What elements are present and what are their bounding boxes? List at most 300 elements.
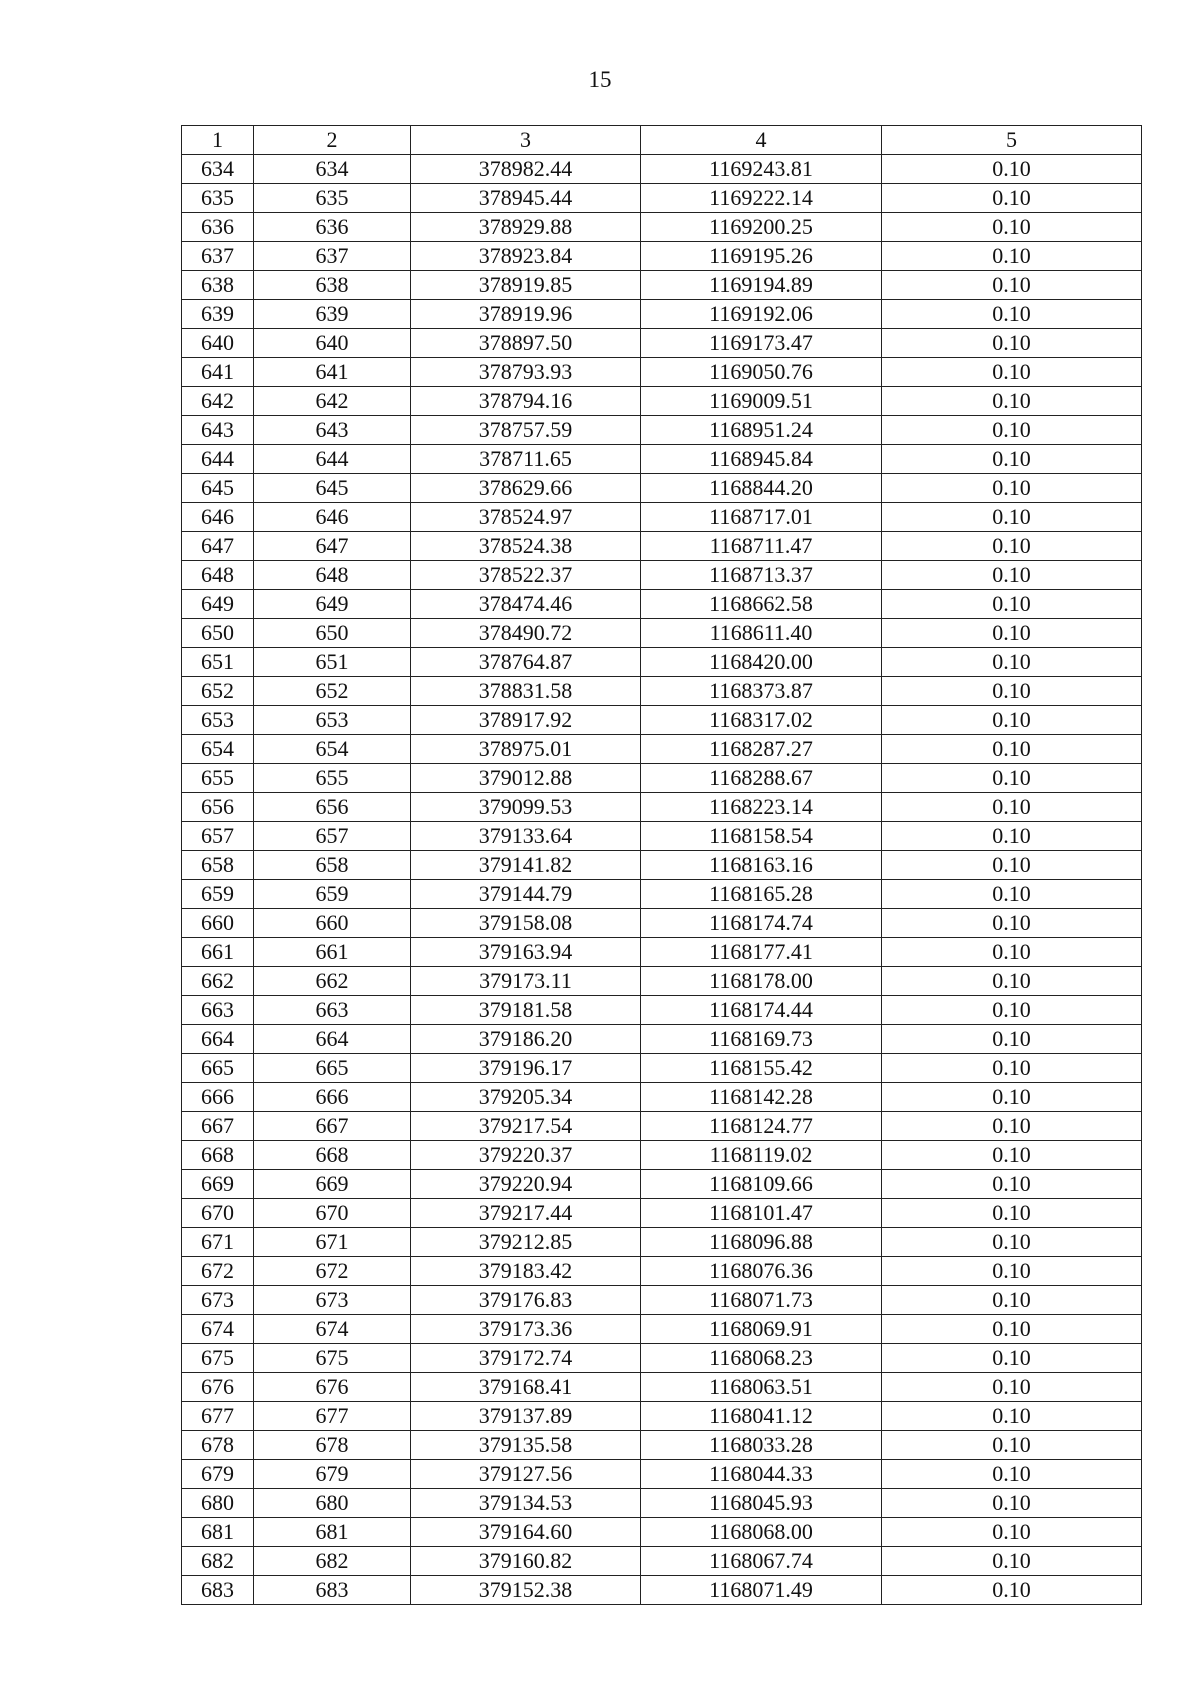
page-number: 15 bbox=[588, 67, 612, 92]
table-cell: 1168169.73 bbox=[641, 1025, 882, 1054]
table-cell: 674 bbox=[182, 1315, 254, 1344]
table-cell: 0.10 bbox=[882, 648, 1142, 677]
table-row bbox=[182, 909, 1142, 938]
table-row bbox=[182, 764, 1142, 793]
table-cell: 0.10 bbox=[882, 1344, 1142, 1373]
table-cell: 668 bbox=[254, 1141, 411, 1170]
table-cell: 1168068.23 bbox=[641, 1344, 882, 1373]
table-cell: 1168045.93 bbox=[641, 1489, 882, 1518]
table-cell: 652 bbox=[182, 677, 254, 706]
table-cell: 0.10 bbox=[882, 561, 1142, 590]
table-cell: 650 bbox=[182, 619, 254, 648]
table-cell: 668 bbox=[182, 1141, 254, 1170]
table-cell: 1168165.28 bbox=[641, 880, 882, 909]
table-cell: 0.10 bbox=[882, 764, 1142, 793]
table-cell: 0.10 bbox=[882, 387, 1142, 416]
table-cell: 378919.96 bbox=[411, 300, 641, 329]
table-cell: 635 bbox=[182, 184, 254, 213]
table-row bbox=[182, 445, 1142, 474]
table-cell: 675 bbox=[254, 1344, 411, 1373]
table-cell: 638 bbox=[254, 271, 411, 300]
table-cell: 1168711.47 bbox=[641, 532, 882, 561]
table-cell: 379168.41 bbox=[411, 1373, 641, 1402]
table-cell: 0.10 bbox=[882, 822, 1142, 851]
header-row bbox=[182, 126, 1142, 155]
table-cell: 636 bbox=[254, 213, 411, 242]
table-cell: 1168178.00 bbox=[641, 967, 882, 996]
table-row bbox=[182, 996, 1142, 1025]
table-cell: 0.10 bbox=[882, 1431, 1142, 1460]
table-cell: 379163.94 bbox=[411, 938, 641, 967]
table-cell: 660 bbox=[254, 909, 411, 938]
table-cell: 642 bbox=[182, 387, 254, 416]
table-row bbox=[182, 1547, 1142, 1576]
table-cell: 1168068.00 bbox=[641, 1518, 882, 1547]
table-cell: 379160.82 bbox=[411, 1547, 641, 1576]
table-cell: 1169050.76 bbox=[641, 358, 882, 387]
table-cell: 643 bbox=[182, 416, 254, 445]
table-cell: 0.10 bbox=[882, 271, 1142, 300]
table-cell: 634 bbox=[254, 155, 411, 184]
table-cell: 1168951.24 bbox=[641, 416, 882, 445]
table-cell: 667 bbox=[182, 1112, 254, 1141]
table-row bbox=[182, 1228, 1142, 1257]
table-row bbox=[182, 677, 1142, 706]
table-row bbox=[182, 184, 1142, 213]
table-cell: 1168096.88 bbox=[641, 1228, 882, 1257]
table-row bbox=[182, 1344, 1142, 1373]
table-cell: 1168071.49 bbox=[641, 1576, 882, 1605]
table-cell: 683 bbox=[254, 1576, 411, 1605]
table-cell: 662 bbox=[254, 967, 411, 996]
table-cell: 379181.58 bbox=[411, 996, 641, 1025]
table-cell: 0.10 bbox=[882, 851, 1142, 880]
table-cell: 0.10 bbox=[882, 1170, 1142, 1199]
table-cell: 379134.53 bbox=[411, 1489, 641, 1518]
table-cell: 378831.58 bbox=[411, 677, 641, 706]
table-cell: 656 bbox=[182, 793, 254, 822]
table-cell: 0.10 bbox=[882, 1547, 1142, 1576]
table-cell: 1168063.51 bbox=[641, 1373, 882, 1402]
table-cell: 379141.82 bbox=[411, 851, 641, 880]
table-row bbox=[182, 532, 1142, 561]
table-cell: 1168373.87 bbox=[641, 677, 882, 706]
table-cell: 659 bbox=[254, 880, 411, 909]
table-cell: 1168223.14 bbox=[641, 793, 882, 822]
table-row bbox=[182, 474, 1142, 503]
table-cell: 652 bbox=[254, 677, 411, 706]
table-cell: 379137.89 bbox=[411, 1402, 641, 1431]
table-cell: 672 bbox=[182, 1257, 254, 1286]
table-cell: 634 bbox=[182, 155, 254, 184]
table-row bbox=[182, 213, 1142, 242]
table-cell: 667 bbox=[254, 1112, 411, 1141]
table-row bbox=[182, 300, 1142, 329]
table-cell: 0.10 bbox=[882, 358, 1142, 387]
table-cell: 379099.53 bbox=[411, 793, 641, 822]
table-row bbox=[182, 1199, 1142, 1228]
table-cell: 680 bbox=[182, 1489, 254, 1518]
table-cell: 379217.54 bbox=[411, 1112, 641, 1141]
table-row bbox=[182, 1054, 1142, 1083]
table-cell: 0.10 bbox=[882, 1199, 1142, 1228]
table-cell: 1168163.16 bbox=[641, 851, 882, 880]
table-cell: 0.10 bbox=[882, 445, 1142, 474]
table-cell: 661 bbox=[254, 938, 411, 967]
table-cell: 645 bbox=[254, 474, 411, 503]
table-body bbox=[182, 126, 1142, 1605]
table-cell: 0.10 bbox=[882, 1373, 1142, 1402]
table-cell: 378757.59 bbox=[411, 416, 641, 445]
table-row bbox=[182, 561, 1142, 590]
header-cell: 3 bbox=[411, 126, 641, 155]
table-cell: 379144.79 bbox=[411, 880, 641, 909]
table-row bbox=[182, 822, 1142, 851]
table-cell: 655 bbox=[254, 764, 411, 793]
table-row bbox=[182, 590, 1142, 619]
table-row bbox=[182, 880, 1142, 909]
table-cell: 669 bbox=[182, 1170, 254, 1199]
table-cell: 649 bbox=[254, 590, 411, 619]
table-cell: 1168067.74 bbox=[641, 1547, 882, 1576]
table-cell: 658 bbox=[182, 851, 254, 880]
table-cell: 654 bbox=[254, 735, 411, 764]
table-cell: 1169194.89 bbox=[641, 271, 882, 300]
table-cell: 676 bbox=[182, 1373, 254, 1402]
coordinates-table bbox=[181, 125, 1142, 1605]
table-cell: 0.10 bbox=[882, 1083, 1142, 1112]
table-row bbox=[182, 735, 1142, 764]
table-cell: 643 bbox=[254, 416, 411, 445]
table-cell: 379176.83 bbox=[411, 1286, 641, 1315]
table-row bbox=[182, 1170, 1142, 1199]
table-cell: 672 bbox=[254, 1257, 411, 1286]
table-cell: 679 bbox=[182, 1460, 254, 1489]
table-cell: 637 bbox=[182, 242, 254, 271]
table-cell: 1168076.36 bbox=[641, 1257, 882, 1286]
table-cell: 675 bbox=[182, 1344, 254, 1373]
table-cell: 1168717.01 bbox=[641, 503, 882, 532]
table-cell: 0.10 bbox=[882, 1518, 1142, 1547]
table-cell: 1168713.37 bbox=[641, 561, 882, 590]
table-cell: 639 bbox=[182, 300, 254, 329]
table-cell: 661 bbox=[182, 938, 254, 967]
table-cell: 378794.16 bbox=[411, 387, 641, 416]
table-cell: 1168611.40 bbox=[641, 619, 882, 648]
table-cell: 378975.01 bbox=[411, 735, 641, 764]
table-cell: 641 bbox=[254, 358, 411, 387]
table-cell: 657 bbox=[254, 822, 411, 851]
table-cell: 0.10 bbox=[882, 329, 1142, 358]
table-cell: 378490.72 bbox=[411, 619, 641, 648]
table-cell: 636 bbox=[182, 213, 254, 242]
table-cell: 653 bbox=[254, 706, 411, 735]
table-cell: 0.10 bbox=[882, 1315, 1142, 1344]
table-cell: 663 bbox=[182, 996, 254, 1025]
header-cell: 5 bbox=[882, 126, 1142, 155]
table-cell: 0.10 bbox=[882, 1257, 1142, 1286]
table-cell: 379220.37 bbox=[411, 1141, 641, 1170]
table-cell: 379212.85 bbox=[411, 1228, 641, 1257]
table-row bbox=[182, 1489, 1142, 1518]
table-row bbox=[182, 793, 1142, 822]
table-cell: 678 bbox=[182, 1431, 254, 1460]
table-cell: 378919.85 bbox=[411, 271, 641, 300]
table-cell: 1169243.81 bbox=[641, 155, 882, 184]
table-cell: 1168174.44 bbox=[641, 996, 882, 1025]
table-row bbox=[182, 416, 1142, 445]
table-cell: 378524.97 bbox=[411, 503, 641, 532]
table-row bbox=[182, 1518, 1142, 1547]
table-cell: 1169222.14 bbox=[641, 184, 882, 213]
table-cell: 1168119.02 bbox=[641, 1141, 882, 1170]
table-cell: 0.10 bbox=[882, 793, 1142, 822]
table-cell: 379183.42 bbox=[411, 1257, 641, 1286]
table-cell: 379220.94 bbox=[411, 1170, 641, 1199]
table-cell: 1169195.26 bbox=[641, 242, 882, 271]
table-cell: 1169200.25 bbox=[641, 213, 882, 242]
table-cell: 640 bbox=[254, 329, 411, 358]
table-row bbox=[182, 1025, 1142, 1054]
table-cell: 657 bbox=[182, 822, 254, 851]
table-cell: 379217.44 bbox=[411, 1199, 641, 1228]
table-cell: 378917.92 bbox=[411, 706, 641, 735]
table-cell: 1168033.28 bbox=[641, 1431, 882, 1460]
table-row bbox=[182, 1257, 1142, 1286]
table-cell: 379127.56 bbox=[411, 1460, 641, 1489]
table-cell: 378945.44 bbox=[411, 184, 641, 213]
table-cell: 1168101.47 bbox=[641, 1199, 882, 1228]
table-cell: 659 bbox=[182, 880, 254, 909]
table-row bbox=[182, 706, 1142, 735]
table-cell: 0.10 bbox=[882, 1025, 1142, 1054]
table-cell: 379173.36 bbox=[411, 1315, 641, 1344]
table-cell: 673 bbox=[254, 1286, 411, 1315]
table-cell: 682 bbox=[182, 1547, 254, 1576]
table-cell: 0.10 bbox=[882, 938, 1142, 967]
table-row bbox=[182, 1576, 1142, 1605]
table-cell: 1168155.42 bbox=[641, 1054, 882, 1083]
table-cell: 644 bbox=[182, 445, 254, 474]
table-cell: 378793.93 bbox=[411, 358, 641, 387]
table-cell: 0.10 bbox=[882, 1141, 1142, 1170]
table-row bbox=[182, 648, 1142, 677]
table-cell: 641 bbox=[182, 358, 254, 387]
table-cell: 1168109.66 bbox=[641, 1170, 882, 1199]
table-row bbox=[182, 619, 1142, 648]
table-cell: 647 bbox=[182, 532, 254, 561]
table-cell: 1168069.91 bbox=[641, 1315, 882, 1344]
table-row bbox=[182, 1141, 1142, 1170]
table-cell: 379135.58 bbox=[411, 1431, 641, 1460]
table-cell: 635 bbox=[254, 184, 411, 213]
table-cell: 1168420.00 bbox=[641, 648, 882, 677]
table-cell: 1168124.77 bbox=[641, 1112, 882, 1141]
table-cell: 378923.84 bbox=[411, 242, 641, 271]
table-row bbox=[182, 1112, 1142, 1141]
table-row bbox=[182, 1402, 1142, 1431]
table-cell: 378764.87 bbox=[411, 648, 641, 677]
table-cell: 658 bbox=[254, 851, 411, 880]
table-cell: 677 bbox=[182, 1402, 254, 1431]
table-cell: 666 bbox=[254, 1083, 411, 1112]
header-cell: 4 bbox=[641, 126, 882, 155]
table-cell: 0.10 bbox=[882, 1576, 1142, 1605]
table-cell: 639 bbox=[254, 300, 411, 329]
table-cell: 0.10 bbox=[882, 1286, 1142, 1315]
table-row bbox=[182, 1460, 1142, 1489]
table-cell: 1168288.67 bbox=[641, 764, 882, 793]
table-row bbox=[182, 1431, 1142, 1460]
table-cell: 379164.60 bbox=[411, 1518, 641, 1547]
table-cell: 378929.88 bbox=[411, 213, 641, 242]
table-cell: 649 bbox=[182, 590, 254, 619]
table-row bbox=[182, 358, 1142, 387]
table-row bbox=[182, 967, 1142, 996]
table-cell: 0.10 bbox=[882, 416, 1142, 445]
table-cell: 1168662.58 bbox=[641, 590, 882, 619]
table-cell: 650 bbox=[254, 619, 411, 648]
table-cell: 645 bbox=[182, 474, 254, 503]
table-row bbox=[182, 1315, 1142, 1344]
table-cell: 676 bbox=[254, 1373, 411, 1402]
table-cell: 1168158.54 bbox=[641, 822, 882, 851]
table-cell: 378474.46 bbox=[411, 590, 641, 619]
table-cell: 665 bbox=[182, 1054, 254, 1083]
table-cell: 1168044.33 bbox=[641, 1460, 882, 1489]
table-cell: 665 bbox=[254, 1054, 411, 1083]
table-cell: 1168142.28 bbox=[641, 1083, 882, 1112]
table-cell: 379152.38 bbox=[411, 1576, 641, 1605]
table-cell: 0.10 bbox=[882, 300, 1142, 329]
table-cell: 663 bbox=[254, 996, 411, 1025]
table-cell: 379173.11 bbox=[411, 967, 641, 996]
table-cell: 679 bbox=[254, 1460, 411, 1489]
table-cell: 1168041.12 bbox=[641, 1402, 882, 1431]
table-cell: 0.10 bbox=[882, 619, 1142, 648]
table-cell: 674 bbox=[254, 1315, 411, 1344]
table-cell: 0.10 bbox=[882, 1460, 1142, 1489]
table-cell: 1168177.41 bbox=[641, 938, 882, 967]
table-cell: 678 bbox=[254, 1431, 411, 1460]
table-cell: 1169173.47 bbox=[641, 329, 882, 358]
table-cell: 664 bbox=[254, 1025, 411, 1054]
table-cell: 653 bbox=[182, 706, 254, 735]
table-cell: 0.10 bbox=[882, 1402, 1142, 1431]
table-cell: 0.10 bbox=[882, 213, 1142, 242]
table-cell: 0.10 bbox=[882, 909, 1142, 938]
table-cell: 660 bbox=[182, 909, 254, 938]
table-cell: 1169192.06 bbox=[641, 300, 882, 329]
table-cell: 0.10 bbox=[882, 532, 1142, 561]
table-cell: 0.10 bbox=[882, 677, 1142, 706]
table-cell: 378711.65 bbox=[411, 445, 641, 474]
table-cell: 637 bbox=[254, 242, 411, 271]
table-cell: 0.10 bbox=[882, 967, 1142, 996]
table-row bbox=[182, 242, 1142, 271]
table-cell: 646 bbox=[254, 503, 411, 532]
table-cell: 0.10 bbox=[882, 474, 1142, 503]
table-cell: 0.10 bbox=[882, 590, 1142, 619]
table-cell: 0.10 bbox=[882, 735, 1142, 764]
table-cell: 1168174.74 bbox=[641, 909, 882, 938]
table-cell: 681 bbox=[182, 1518, 254, 1547]
table-cell: 0.10 bbox=[882, 184, 1142, 213]
table-cell: 0.10 bbox=[882, 1112, 1142, 1141]
table-cell: 664 bbox=[182, 1025, 254, 1054]
table-cell: 642 bbox=[254, 387, 411, 416]
table-cell: 670 bbox=[254, 1199, 411, 1228]
table-cell: 682 bbox=[254, 1547, 411, 1576]
table-cell: 669 bbox=[254, 1170, 411, 1199]
table-cell: 670 bbox=[182, 1199, 254, 1228]
table-cell: 0.10 bbox=[882, 1228, 1142, 1257]
table-cell: 379133.64 bbox=[411, 822, 641, 851]
table-cell: 379196.17 bbox=[411, 1054, 641, 1083]
table-cell: 1169009.51 bbox=[641, 387, 882, 416]
table-cell: 644 bbox=[254, 445, 411, 474]
table-cell: 656 bbox=[254, 793, 411, 822]
table-cell: 662 bbox=[182, 967, 254, 996]
table-cell: 378524.38 bbox=[411, 532, 641, 561]
table-cell: 1168287.27 bbox=[641, 735, 882, 764]
table-cell: 0.10 bbox=[882, 1054, 1142, 1083]
table-row bbox=[182, 1083, 1142, 1112]
table-cell: 378897.50 bbox=[411, 329, 641, 358]
table-cell: 671 bbox=[254, 1228, 411, 1257]
table-row bbox=[182, 938, 1142, 967]
table-cell: 651 bbox=[182, 648, 254, 677]
table-cell: 0.10 bbox=[882, 706, 1142, 735]
table-cell: 379186.20 bbox=[411, 1025, 641, 1054]
header-cell: 1 bbox=[182, 126, 254, 155]
table-cell: 1168844.20 bbox=[641, 474, 882, 503]
table-cell: 681 bbox=[254, 1518, 411, 1547]
table-cell: 378629.66 bbox=[411, 474, 641, 503]
header-cell: 2 bbox=[254, 126, 411, 155]
table-row bbox=[182, 329, 1142, 358]
table-cell: 648 bbox=[182, 561, 254, 590]
table-cell: 651 bbox=[254, 648, 411, 677]
table-cell: 673 bbox=[182, 1286, 254, 1315]
table-row bbox=[182, 1286, 1142, 1315]
table-cell: 379012.88 bbox=[411, 764, 641, 793]
table-cell: 646 bbox=[182, 503, 254, 532]
table-row bbox=[182, 1373, 1142, 1402]
table-cell: 1168071.73 bbox=[641, 1286, 882, 1315]
table-cell: 379205.34 bbox=[411, 1083, 641, 1112]
table-cell: 677 bbox=[254, 1402, 411, 1431]
table-row bbox=[182, 503, 1142, 532]
table-cell: 640 bbox=[182, 329, 254, 358]
table-row bbox=[182, 387, 1142, 416]
table-cell: 0.10 bbox=[882, 1489, 1142, 1518]
table-cell: 655 bbox=[182, 764, 254, 793]
table-cell: 654 bbox=[182, 735, 254, 764]
table-cell: 1168945.84 bbox=[641, 445, 882, 474]
table-cell: 0.10 bbox=[882, 880, 1142, 909]
table-cell: 0.10 bbox=[882, 996, 1142, 1025]
table-row bbox=[182, 851, 1142, 880]
table-cell: 0.10 bbox=[882, 155, 1142, 184]
table-row bbox=[182, 155, 1142, 184]
table-cell: 379158.08 bbox=[411, 909, 641, 938]
table-cell: 647 bbox=[254, 532, 411, 561]
table-cell: 0.10 bbox=[882, 503, 1142, 532]
table-row bbox=[182, 271, 1142, 300]
table-cell: 378522.37 bbox=[411, 561, 641, 590]
table-cell: 683 bbox=[182, 1576, 254, 1605]
